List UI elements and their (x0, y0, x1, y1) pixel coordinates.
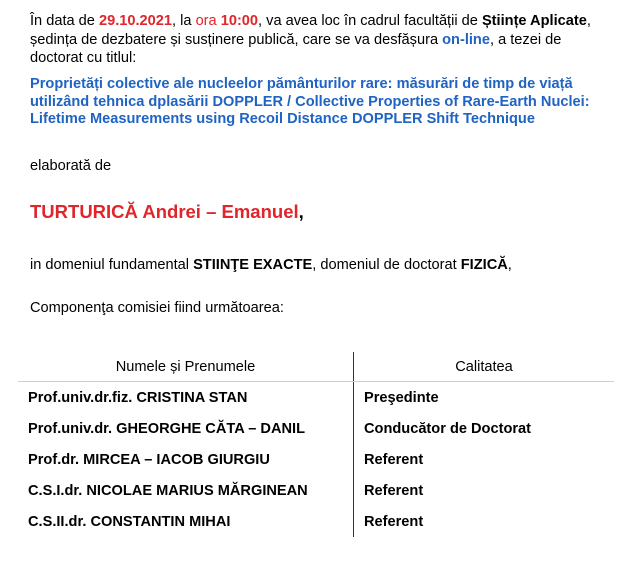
author-line (30, 203, 304, 222)
member-name: C.S.II.dr. CONSTANTIN MIHAI (28, 513, 231, 530)
member-role: Referent (354, 444, 615, 475)
doctorate-field: FIZICĂ (460, 257, 508, 273)
member-name: Prof.univ.dr.fiz. CRISTINA STAN (28, 389, 248, 406)
elaborated-by: elaborată de (30, 158, 112, 174)
author-comma: , (298, 201, 304, 222)
domain-text-1: in domeniul fundamental (30, 257, 194, 273)
table-row (18, 382, 614, 414)
intro-text-1: În data de (30, 13, 99, 29)
intro-text-3: , va avea loc în cadrul facultății de (258, 13, 482, 29)
domain-line (30, 256, 512, 275)
intro-text-5: , a tezei de doctorat cu titlul: (30, 31, 562, 66)
header-role: Calitatea (354, 352, 615, 382)
table-header-row (18, 352, 614, 382)
committee-label: Componenţa comisiei fiind următoarea: (30, 300, 284, 316)
domain-text-2: , domeniul de doctorat (312, 257, 461, 273)
member-role: Referent (354, 506, 615, 537)
intro-text-4: , ședința de dezbatere și susținere publică, care se va desfășura (30, 13, 591, 48)
member-name: C.S.I.dr. NICOLAE MARIUS MĂRGINEAN (28, 482, 308, 499)
fundamental-field: STIINŢE EXACTE (193, 257, 313, 273)
table-row (18, 413, 614, 444)
member-role: Referent (354, 475, 615, 506)
domain-text-3: , (507, 257, 512, 273)
intro-text-2: , la (172, 13, 196, 29)
member-role: Preşedinte (354, 382, 615, 414)
defense-date: 29.10.2021 (98, 13, 173, 29)
defense-time: 10:00 (220, 13, 259, 29)
header-name: Numele și Prenumele (18, 352, 354, 382)
table-row (18, 506, 614, 537)
member-name: Prof.dr. MIRCEA – IACOB GIURGIU (28, 451, 270, 468)
table-row (18, 444, 614, 475)
intro-paragraph (30, 12, 610, 68)
member-name: Prof.univ.dr. GHEORGHE CĂTA – DANIL (28, 420, 306, 437)
online-label: on-line (442, 31, 490, 48)
faculty-name: Științe Aplicate (481, 13, 587, 29)
member-role: Conducător de Doctorat (354, 413, 615, 444)
committee-table (18, 352, 614, 537)
thesis-title: Proprietăți colective ale nucleelor pământurilor rare: măsurări de timp de viață utilizând tehnica dplasării DOPPLER / Collective Properties of Rare-Earth Nuclei: Lifetime Measurements using Recoil Distance DOPPLER Shift Technique (30, 76, 590, 127)
author-name: TURTURICĂ Andrei – Emanuel (30, 201, 299, 222)
table-row (18, 475, 614, 506)
time-label: ora (195, 13, 217, 29)
